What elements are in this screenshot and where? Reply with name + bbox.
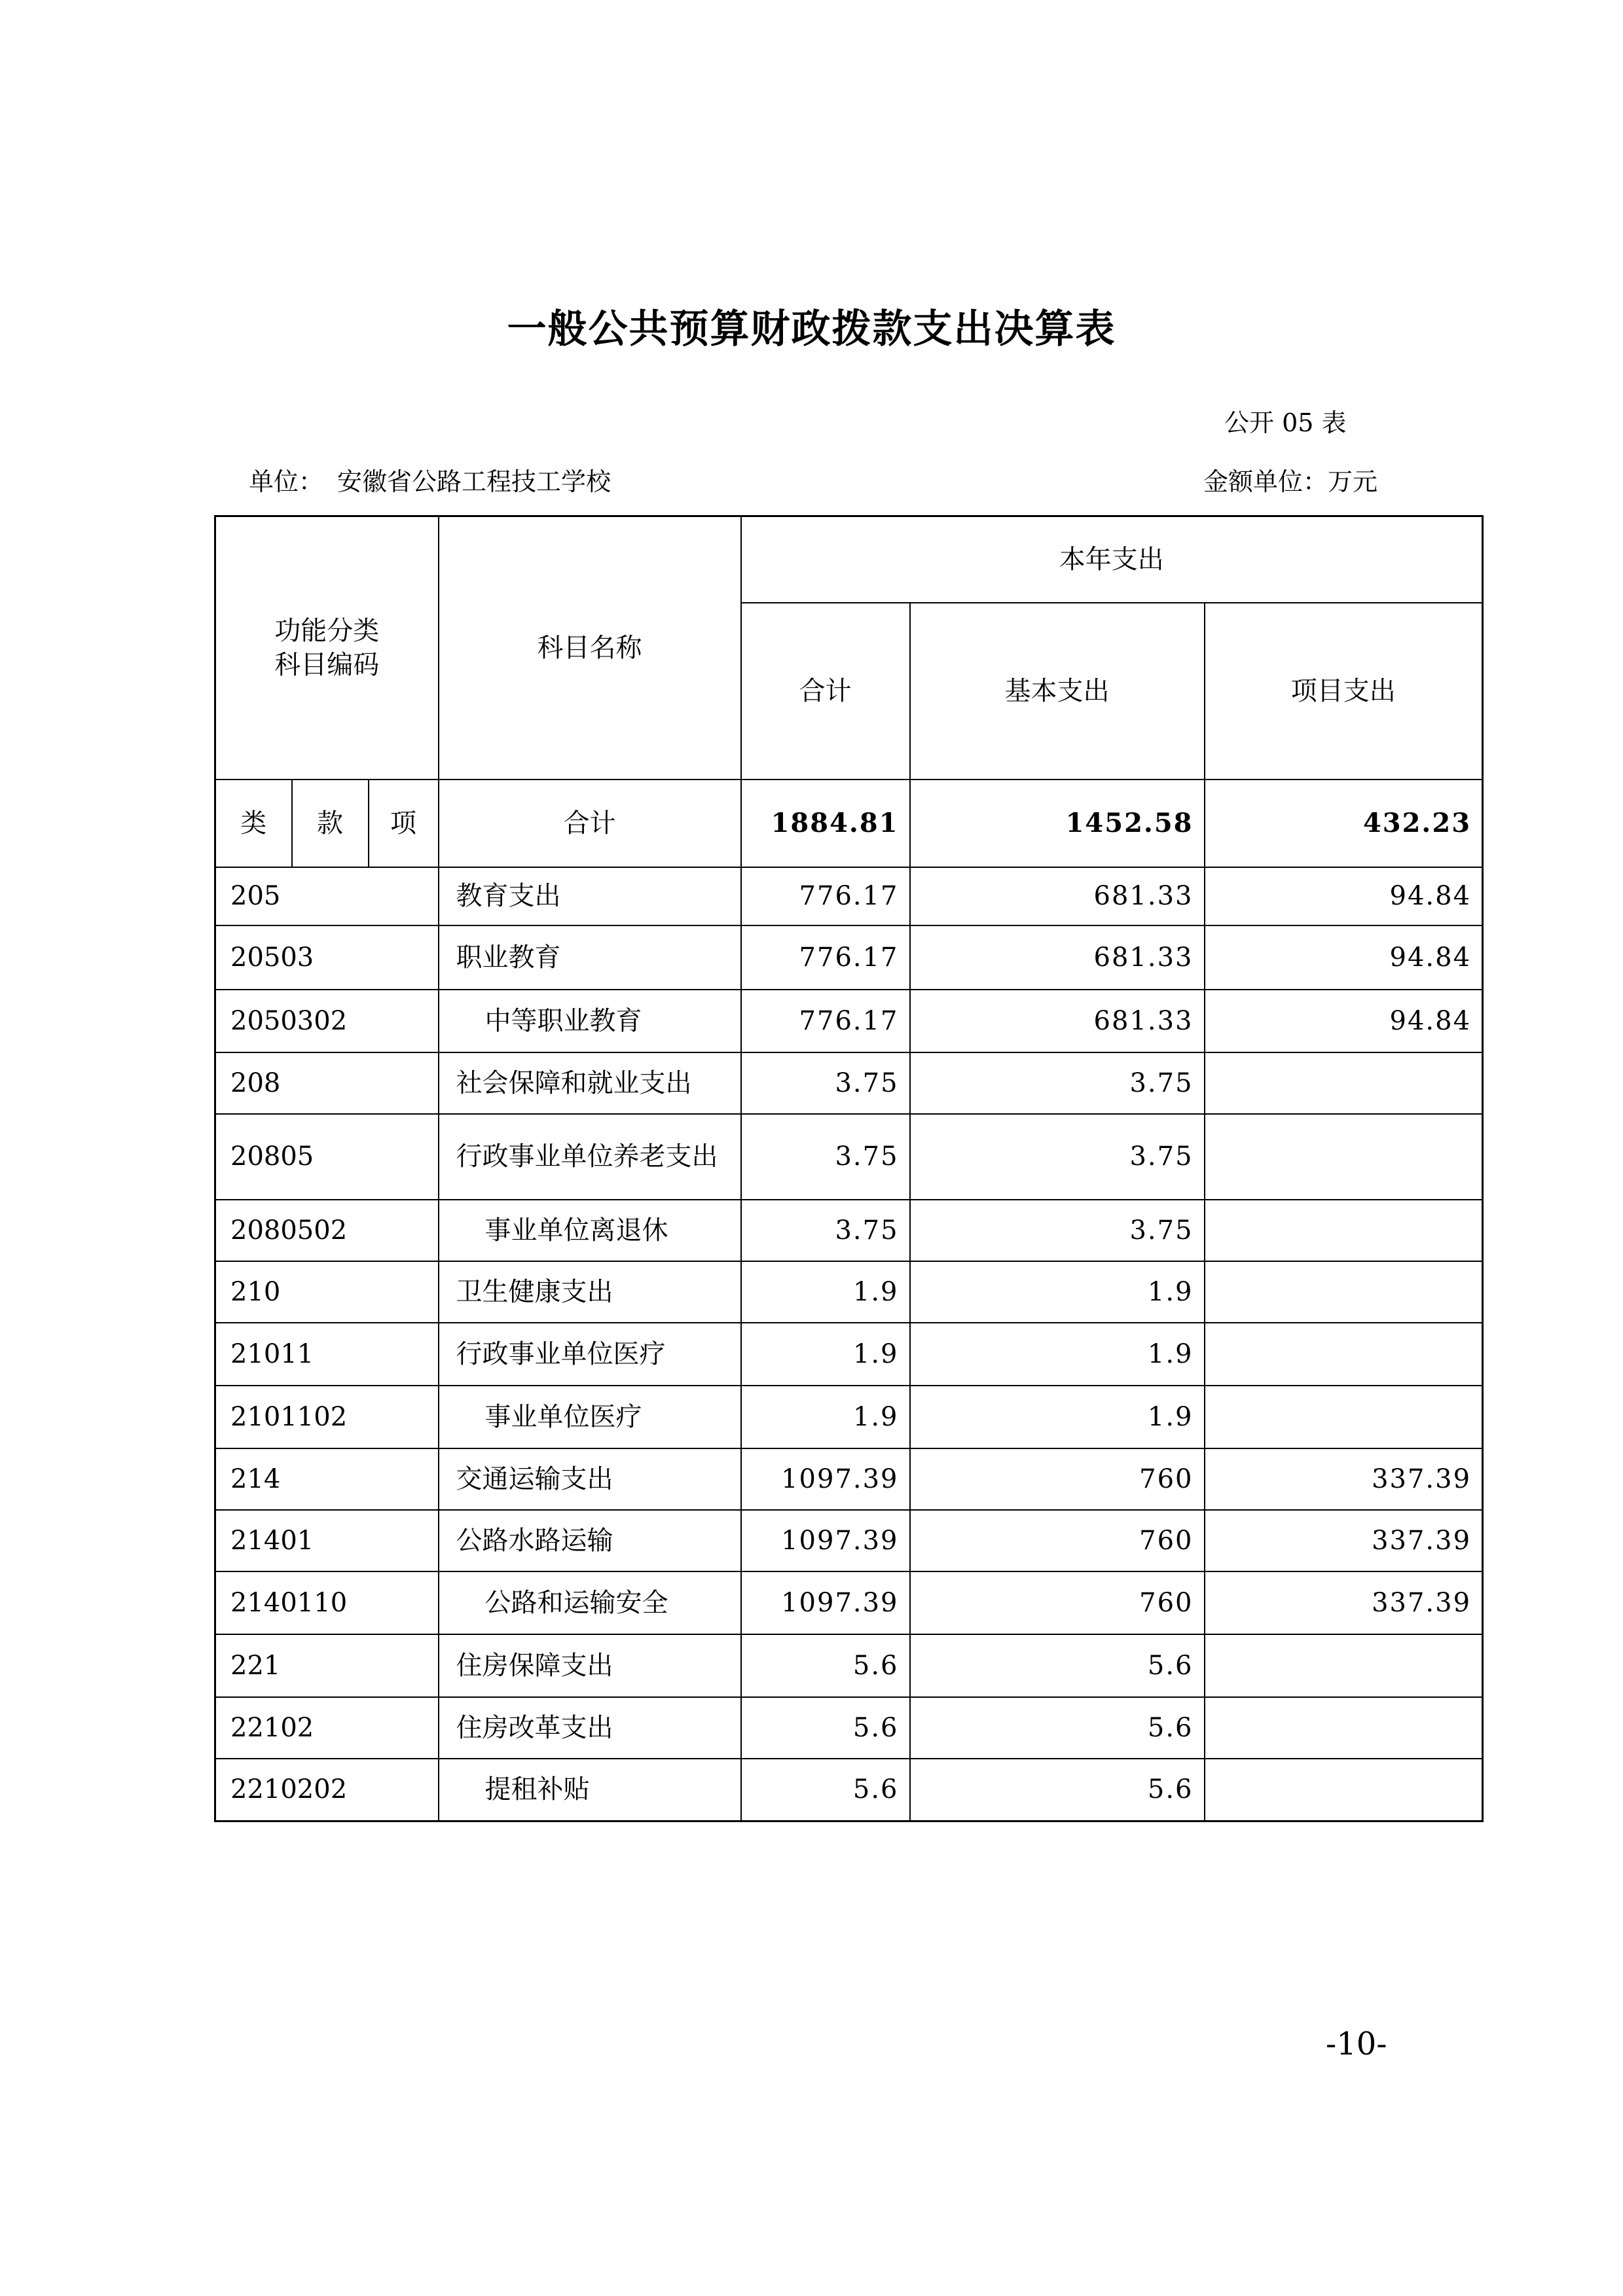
- row-name: 行政事业单位养老支出: [439, 1114, 741, 1200]
- row-project: 94.84: [1205, 925, 1483, 990]
- row-total: 1.9: [741, 1386, 910, 1448]
- row-total: 776.17: [741, 867, 910, 925]
- header-kuan: 款: [292, 780, 369, 867]
- row-name: 教育支出: [439, 867, 741, 925]
- table-row: [215, 1052, 1483, 1114]
- row-basic: 3.75: [910, 1114, 1205, 1200]
- row-basic: 760: [910, 1571, 1205, 1634]
- row-basic: 681.33: [910, 990, 1205, 1052]
- row-basic: 5.6: [910, 1759, 1205, 1821]
- row-project: [1205, 1261, 1483, 1323]
- row-code: 2080502: [215, 1200, 439, 1261]
- row-code: 2050302: [215, 990, 439, 1052]
- row-project: [1205, 1052, 1483, 1114]
- row-project: [1205, 1697, 1483, 1759]
- table-row: [215, 925, 1483, 990]
- row-project: 337.39: [1205, 1510, 1483, 1571]
- header-xiang: 项: [369, 780, 439, 867]
- header-code: [215, 516, 439, 780]
- table-body: [215, 780, 1483, 1821]
- total-row-project: 432.23: [1205, 780, 1483, 867]
- header-name: 科目名称: [439, 516, 741, 780]
- row-code: 22102: [215, 1697, 439, 1759]
- row-code: 21011: [215, 1323, 439, 1386]
- row-project: 94.84: [1205, 990, 1483, 1052]
- total-row-total: 1884.81: [741, 780, 910, 867]
- header-current-year: 本年支出: [741, 516, 1483, 603]
- row-total: 5.6: [741, 1697, 910, 1759]
- header-basic: 基本支出: [910, 603, 1205, 780]
- row-project: [1205, 1200, 1483, 1261]
- row-basic: 3.75: [910, 1200, 1205, 1261]
- row-name: 公路和运输安全: [439, 1571, 741, 1634]
- table-row: [215, 1759, 1483, 1821]
- unit-name: 安徽省公路工程技工学校: [337, 467, 611, 496]
- row-total: 1097.39: [741, 1448, 910, 1510]
- row-project: [1205, 1759, 1483, 1821]
- amount-unit: 金额单位：万元: [1203, 467, 1378, 496]
- row-total: 1.9: [741, 1261, 910, 1323]
- total-row-basic: 1452.58: [910, 780, 1205, 867]
- row-name: 卫生健康支出: [439, 1261, 741, 1323]
- row-name: 交通运输支出: [439, 1448, 741, 1510]
- table-row: [215, 1323, 1483, 1386]
- row-total: 1097.39: [741, 1510, 910, 1571]
- row-code: 2210202: [215, 1759, 439, 1821]
- budget-table: [214, 515, 1484, 1822]
- row-code: 20805: [215, 1114, 439, 1200]
- row-name: 住房保障支出: [439, 1634, 741, 1697]
- total-row-name: 合计: [439, 780, 741, 867]
- row-code: 214: [215, 1448, 439, 1510]
- table-row: [215, 1448, 1483, 1510]
- row-code: 21401: [215, 1510, 439, 1571]
- row-name: 事业单位离退休: [439, 1200, 741, 1261]
- row-total: 776.17: [741, 990, 910, 1052]
- row-name: 职业教育: [439, 925, 741, 990]
- row-code: 210: [215, 1261, 439, 1323]
- row-name: 中等职业教育: [439, 990, 741, 1052]
- row-basic: 760: [910, 1510, 1205, 1571]
- row-project: [1205, 1323, 1483, 1386]
- row-name: 住房改革支出: [439, 1697, 741, 1759]
- row-basic: 1.9: [910, 1386, 1205, 1448]
- page-title: 一般公共预算财政拨款支出决算表: [507, 306, 1116, 352]
- unit-label: 单位：: [249, 467, 324, 496]
- row-code: 2140110: [215, 1571, 439, 1634]
- table-row: [215, 1261, 1483, 1323]
- row-name: 公路水路运输: [439, 1510, 741, 1571]
- row-code: 221: [215, 1634, 439, 1697]
- row-code: 205: [215, 867, 439, 925]
- form-number: 公开 05 表: [1224, 408, 1347, 437]
- row-total: 3.75: [741, 1052, 910, 1114]
- row-basic: 681.33: [910, 925, 1205, 990]
- row-basic: 760: [910, 1448, 1205, 1510]
- row-project: [1205, 1386, 1483, 1448]
- table-row: [215, 1634, 1483, 1697]
- row-code: 2101102: [215, 1386, 439, 1448]
- table-row: [215, 1200, 1483, 1261]
- row-basic: 5.6: [910, 1634, 1205, 1697]
- row-total: 776.17: [741, 925, 910, 990]
- table-row: [215, 867, 1483, 925]
- row-name: 提租补贴: [439, 1759, 741, 1821]
- row-project: 337.39: [1205, 1448, 1483, 1510]
- row-project: [1205, 1114, 1483, 1200]
- row-project: [1205, 1634, 1483, 1697]
- row-total: 1.9: [741, 1323, 910, 1386]
- row-name: 社会保障和就业支出: [439, 1052, 741, 1114]
- total-row: [215, 780, 1483, 867]
- table-row: [215, 1114, 1483, 1200]
- row-total: 3.75: [741, 1200, 910, 1261]
- row-total: 5.6: [741, 1634, 910, 1697]
- row-name: 行政事业单位医疗: [439, 1323, 741, 1386]
- row-basic: 681.33: [910, 867, 1205, 925]
- header-code-line1: 功能分类: [274, 615, 380, 646]
- row-code: 20503: [215, 925, 439, 990]
- header-project: 项目支出: [1205, 603, 1483, 780]
- header-lei: 类: [215, 780, 292, 867]
- row-total: 5.6: [741, 1759, 910, 1821]
- row-total: 1097.39: [741, 1571, 910, 1634]
- header-total: 合计: [741, 603, 910, 780]
- table-row: [215, 1571, 1483, 1634]
- row-basic: 1.9: [910, 1323, 1205, 1386]
- row-project: 94.84: [1205, 867, 1483, 925]
- row-basic: 1.9: [910, 1261, 1205, 1323]
- table-row: [215, 1697, 1483, 1759]
- header-code-line2: 科目编码: [274, 649, 380, 680]
- row-project: 337.39: [1205, 1571, 1483, 1634]
- page-number: -10-: [1326, 2026, 1387, 2062]
- row-basic: 3.75: [910, 1052, 1205, 1114]
- table-row: [215, 1510, 1483, 1571]
- table-row: [215, 1386, 1483, 1448]
- row-name: 事业单位医疗: [439, 1386, 741, 1448]
- row-basic: 5.6: [910, 1697, 1205, 1759]
- row-code: 208: [215, 1052, 439, 1114]
- row-total: 3.75: [741, 1114, 910, 1200]
- table-row: [215, 990, 1483, 1052]
